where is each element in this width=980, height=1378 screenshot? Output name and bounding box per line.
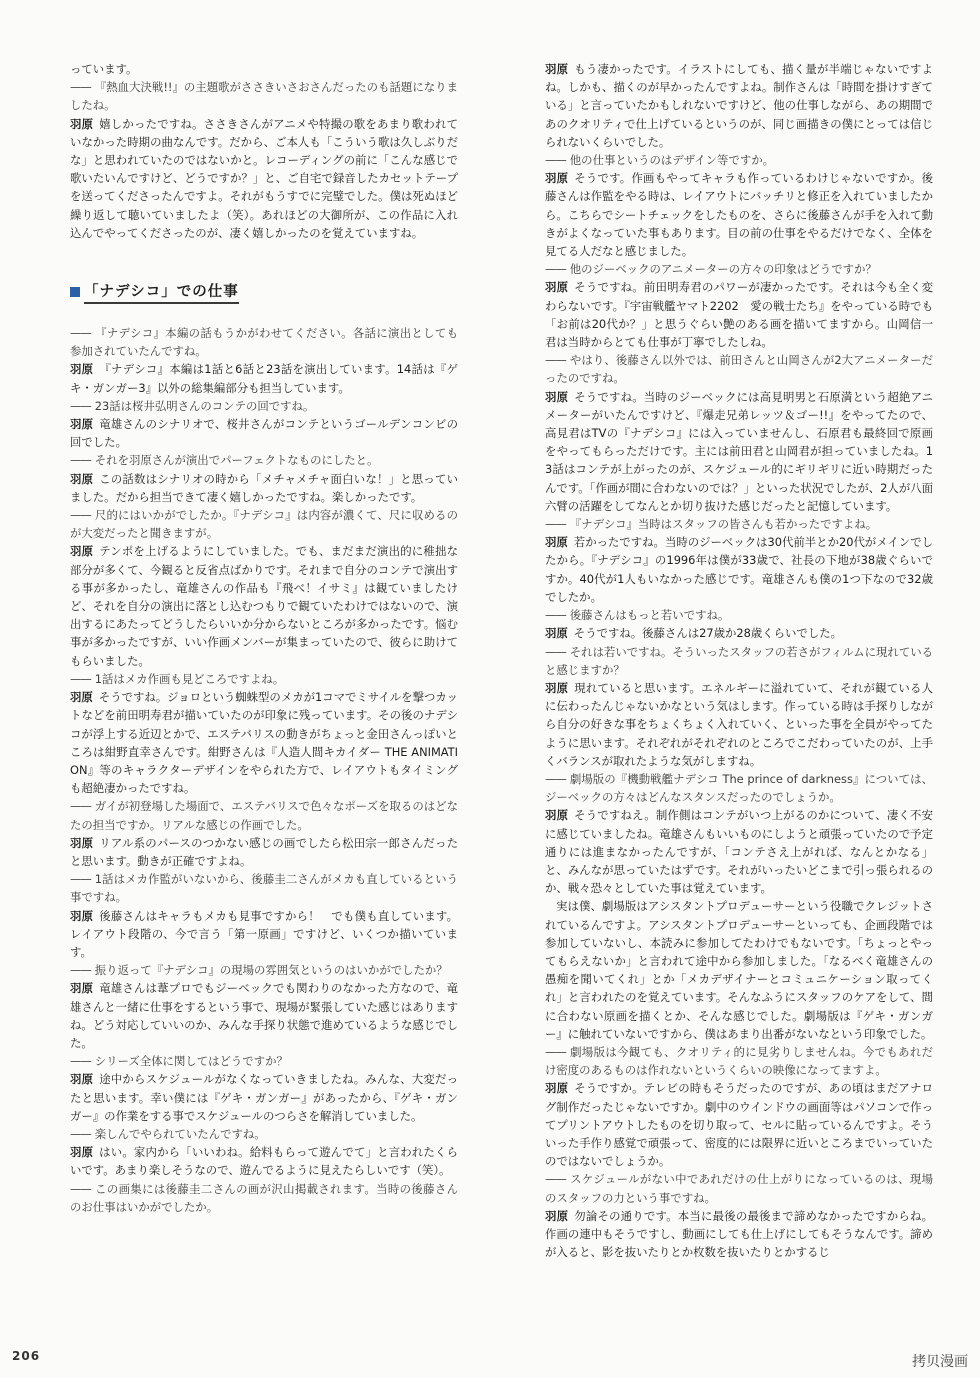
answer-paragraph — [545, 806, 933, 897]
question-paragraph — [545, 1170, 933, 1206]
answer-paragraph — [545, 533, 933, 606]
paragraph-text: 他のジーベックのアニメーターの方々の印象はどうですか？ — [569, 262, 877, 277]
speaker-name: 羽原 — [545, 535, 568, 550]
heading-square-icon — [70, 287, 80, 297]
section-heading — [70, 280, 458, 304]
paragraph-text: 1話はメカ作監がいないから、後藤圭二さんがメカも直しているという事ですね。 — [70, 872, 458, 905]
paragraph-text: っています。 — [70, 62, 138, 76]
paragraph-text: 途中からスケジュールがなくなっていきましたね。みんな、大変だったと思います。幸い僕には『ゲキ・ガンガー』があったから、『ゲキ・ガンガー』の作業をする事でスケジュールのつらさを解消していました。 — [70, 1072, 458, 1123]
interviewer-dash: —— — [70, 1054, 91, 1069]
speaker-name: 羽原 — [70, 362, 94, 377]
paragraph-text: 『ナデシコ』本編の話もうかがわせてください。各話に演出としても参加されていたんですね。 — [70, 326, 458, 359]
speaker-name: 羽原 — [545, 626, 568, 641]
paragraph-text: 劇場版は今観ても、クオリティ的に見劣りしませんね。今でもあれだけ密度のあるものは作れないというくらいの映像になってますよ。 — [545, 1044, 933, 1078]
speaker-name: 羽原 — [70, 835, 94, 850]
speaker-name: 羽原 — [545, 171, 569, 186]
question-paragraph — [70, 506, 458, 542]
question-paragraph — [70, 1125, 458, 1143]
interview-block-top — [70, 60, 458, 242]
answer-paragraph — [545, 169, 933, 260]
interviewer-dash: —— — [545, 771, 566, 786]
speaker-name: 羽原 — [545, 1081, 569, 1096]
text-paragraph — [545, 897, 933, 1043]
question-paragraph — [70, 397, 458, 415]
question-paragraph — [70, 961, 458, 979]
interviewer-dash: —— — [70, 453, 91, 468]
paragraph-text: テンポを上げるようにしていました。でも、まだまだ演出的に稚拙な部分が多くて、今観ると反省点ばかりです。それまで自分のコンテで演出する事が多かったし、竜雄さんの作品も『飛べ！イサミ』は観ていましたけど、それを自分の演出に落とし込むつもりで観ていたわけではないので、演出するにあたってどうしたらいいか分からないところが多かったです。悩む事が多かったですが、いい作画メンバーが集まっていたので、彼らに助けてもらいました。 — [70, 544, 458, 668]
interview-block-nadesico — [70, 324, 458, 1216]
paragraph-text: 尺的にはいかがでしたか。『ナデシコ』は内容が濃くて、尺に収めるのが大変だったと聞きますが。 — [70, 508, 458, 541]
paragraph-text: ガイが初登場した場面で、エステバリスで色々なポーズを取るのはどなたの担当ですか。リアルな感じの作画でした。 — [70, 799, 458, 832]
right-column — [545, 60, 933, 1261]
paragraph-text: 振り返って『ナデシコ』の現場の雰囲気というのはいかがでしたか？ — [94, 963, 448, 978]
speaker-name: 羽原 — [70, 690, 93, 705]
question-paragraph — [545, 515, 933, 533]
speaker-name: 羽原 — [70, 544, 94, 559]
interviewer-dash: —— — [545, 153, 566, 168]
speaker-name: 羽原 — [545, 808, 569, 823]
question-paragraph — [70, 670, 458, 688]
question-paragraph — [545, 351, 933, 387]
speaker-name: 羽原 — [70, 116, 94, 131]
paragraph-text: そうですねえ。制作側はコンテがいつ上がるのかについて、凄く不安に感じていましたね。竜雄さんもいいものにしようと頑張っていたので予定通りには進まなかったんですが、「コンテさえ上がれば、なんとかなる」と、みんなが思っていたはずです。それがいったいどこまで引っ張られるのか、戦々恐々としていた事は覚えています。 — [545, 808, 933, 896]
speaker-name: 羽原 — [70, 1145, 94, 1160]
speaker-name: 羽原 — [70, 471, 94, 486]
speaker-name: 羽原 — [545, 280, 569, 295]
paragraph-text: 『ナデシコ』当時はスタッフの皆さんも若かったですよね。 — [569, 517, 878, 532]
answer-paragraph — [70, 115, 458, 242]
paragraph-text: 楽しんでやられていたんですね。 — [94, 1126, 266, 1141]
paragraph-text: スケジュールがない中であれだけの仕上がりになっているのは、現場のスタッフの力という事ですね。 — [545, 1172, 933, 1205]
left-column — [70, 60, 458, 1216]
question-paragraph — [70, 1052, 458, 1070]
answer-paragraph — [545, 60, 933, 151]
answer-paragraph — [545, 624, 933, 642]
paragraph-text: この画集には後藤圭二さんの画が沢山掲載されます。当時の後藤さんのお仕事はいかがでしたか。 — [70, 1181, 458, 1214]
paragraph-text: この話数はシナリオの時から「メチャメチャ面白いな！」と思っていました。だから担当できて凄く嬉しかったですね。楽しかったです。 — [70, 471, 458, 504]
answer-paragraph — [70, 979, 458, 1052]
question-paragraph — [545, 643, 933, 679]
paragraph-text: 若かったですね。当時のジーベックは30代前半とか20代がメインでしたから。『ナデシコ』の1996年は僕が33歳で、社長の下地が38歳ぐらいですか。40代が1人もいなかった感じです。竜雄さんも僕の1つ下なので32歳でしたか。 — [545, 535, 933, 604]
paragraph-text: 竜雄さんは葦プロでもジーベックでも関わりのなかった方なので、竜雄さんと一緒に仕事をするという事で、現場が緊張していた感じはありますね。どう対応していいのか、みんな手探り状態で進めているような感じでした。 — [70, 981, 458, 1050]
paragraph-text: 劇場版の『機動戦艦ナデシコ The prince of darkness』については、ジーベックの方々はどんなスタンスだったのでしょうか。 — [545, 771, 933, 805]
answer-paragraph — [545, 1079, 933, 1170]
answer-paragraph — [70, 470, 458, 506]
speaker-name: 羽原 — [545, 62, 569, 76]
answer-paragraph — [545, 1207, 933, 1262]
page-number: 206 — [12, 1349, 41, 1363]
question-paragraph — [70, 797, 458, 833]
answer-paragraph — [70, 415, 458, 451]
answer-paragraph — [70, 360, 458, 396]
speaker-name: 羽原 — [70, 417, 94, 432]
speaker-name: 羽原 — [70, 908, 94, 923]
paragraph-text: 『ナデシコ』本編は1話と6話と23話を演出しています。14話は『ゲキ・ガンガー3』以外の総集編部分も担当しています。 — [70, 362, 458, 395]
paragraph-text: 1話はメカ作画も見どころですよね。 — [94, 671, 285, 686]
paragraph-text: リアル系のパースのつかない感じの画でしたら松田宗一郎さんだったと思います。動きが正確ですよね。 — [70, 835, 458, 868]
interviewer-dash: —— — [545, 644, 566, 659]
interviewer-dash: —— — [545, 353, 566, 368]
speaker-name: 羽原 — [70, 981, 94, 996]
paragraph-text: そうですね。後藤さんは27歳か28歳くらいでした。 — [573, 626, 842, 641]
interviewer-dash: —— — [70, 1181, 91, 1196]
answer-paragraph — [70, 1143, 458, 1179]
paragraph-text: 現れていると思います。エネルギーに溢れていて、それが観ている人に伝わったんじゃないかなという気はします。作っている時は手探りしながら自分の好きな事をちょくちょく入れていく、といった事を全員がやってたように思います。それぞれがそれぞれのところでこだわっていたのが、上手くバランスが取れたような気がしますね。 — [545, 680, 933, 768]
interviewer-dash: —— — [545, 262, 566, 277]
answer-paragraph — [70, 907, 458, 962]
paragraph-text: はい。家内から「いいわね。給料もらって遊んでて」と言われたくらいです。あまり楽しそうなので、遊んでるように見えたらしいです（笑）。 — [70, 1145, 458, 1178]
paragraph-text: そうですね。当時のジーベックには高見明男と石原満という超絶アニメーターがいたんですけど、『爆走兄弟レッツ＆ゴー!!』をやってたので、高見君はTVの『ナデシコ』には入っていませんし、石原君も最終回で原画をやってもらっただけです。主には前田君と山岡君が担っていましたね。13話はコンテが上がったのが、スケジュール的にギリギリに近い時期だったんです。「作画が間に合わないのでは？」といった状況でしたが、2人が八面六臂の活躍をしてなんとか切り抜けた感じだったと記憶しています。 — [545, 389, 933, 513]
answer-paragraph — [70, 60, 458, 78]
interviewer-dash: —— — [70, 80, 91, 95]
speaker-name: 羽原 — [545, 680, 569, 695]
interviewer-dash: —— — [70, 671, 91, 686]
interviewer-dash: —— — [70, 398, 91, 413]
answer-paragraph — [545, 679, 933, 770]
paragraph-text: 後藤さんはキャラもメカも見事ですから！ でも僕も直しています。レイアウト段階の、今で言う「第一原画」ですけど、いくつか描いています。 — [70, 908, 458, 959]
paragraph-text: 嬉しかったですね。ささきさんがアニメや特撮の歌をあまり歌われていなかった時期の曲なんです。だから、ご本人も「こういう歌は久しぶりだな」と思われていたのではないかと。レコーディングの前に「こんな感じで歌いたいんですけど、どうですか？」と、ご自宅で録音したカセットテープを送ってくださったんですよ。それがもうすでに完璧でした。僕は死ぬほど繰り返して聴いていましたよ（笑）。あれほどの大御所が、この作品に入れ込んでやってくださったのが、凄く嬉しかったのを覚えていますね。 — [70, 116, 458, 240]
question-paragraph — [70, 324, 458, 360]
speaker-name: 羽原 — [545, 1208, 569, 1223]
paragraph-text: もう凄かったです。イラストにしても、描く量が半端じゃないですよね。しかも、描くのが早かったんですよね。制作さんは「時間を掛けすぎている」と言っていたかもしれないですけど、他の仕事しながら、あの期間であのクオリティで仕上げているというのが、同じ画描きの僕にとっては信じられないくらいでした。 — [545, 62, 933, 149]
answer-paragraph — [70, 1070, 458, 1125]
paragraph-text: 他の仕事というのはデザイン等ですか。 — [569, 153, 775, 168]
answer-paragraph — [545, 388, 933, 515]
paragraph-text: そうですか。テレビの時もそうだったのですが、あの頃はまだアナログ制作だったじゃないですか。劇中のウインドウの画面等はパソコンで作ってプリントアウトしたものを切り取って、セルに貼っているんですよ。そういった手作り感覚で頑張って、密度的には限界に近いところまでいっていたのではないでしょうか。 — [545, 1081, 933, 1169]
paragraph-text: シリーズ全体に関してはどうですか？ — [94, 1054, 288, 1069]
question-paragraph — [545, 260, 933, 278]
paragraph-text: そうですね。ジョロという蜘蛛型のメカが1コマでミサイルを撃つカットなどを前田明寿君が描いていたのが印象に残っています。その後のナデシコが浮上する近辺とかで、エステバリスの動きがちょっと金田さんっぽいところは紺野直幸さんです。紺野さんは『人造人間キカイダー THE ANIMATION』等のキャラクターデザインをやられた方で、レイアウトもタイミングも超絶凄かったですね。 — [70, 690, 459, 796]
question-paragraph — [70, 870, 458, 906]
paragraph-text: 竜雄さんのシナリオで、桜井さんがコンテというゴールデンコンビの回でした。 — [70, 417, 458, 450]
interviewer-dash: —— — [70, 508, 91, 523]
interviewer-dash: —— — [70, 326, 91, 341]
paragraph-text: やはり、後藤さん以外では、前田さんと山岡さんが2大アニメーターだったのですね。 — [545, 353, 933, 386]
interviewer-dash: —— — [545, 1044, 566, 1059]
interviewer-dash: —— — [545, 517, 566, 532]
question-paragraph — [545, 1043, 933, 1079]
interviewer-dash: —— — [70, 872, 91, 887]
answer-paragraph — [70, 542, 458, 669]
interviewer-dash: —— — [545, 1172, 566, 1187]
interviewer-dash: —— — [545, 608, 566, 623]
question-paragraph — [70, 1180, 458, 1216]
paragraph-text: 後藤さんはもっと若いですね。 — [569, 608, 730, 623]
paragraph-text: そうですね。前田明寿君のパワーが凄かったです。それは今も全く変わらないです。『宇宙戦艦ヤマト2202 愛の戦士たち』をやっている時でも「お前は20代か？」と思うぐらい艶のある画を描いてますから。山岡信一君は当時からとても仕事が丁寧でしたしね。 — [545, 280, 933, 350]
question-paragraph — [545, 770, 933, 806]
paragraph-text: それを羽原さんが演出でパーフェクトなものにしたと。 — [94, 453, 379, 468]
question-paragraph — [545, 606, 933, 624]
question-paragraph — [70, 78, 458, 114]
speaker-name: 羽原 — [545, 389, 569, 404]
paragraph-text: 実は僕、劇場版はアシスタントプロデューサーという役職でクレジットされているんですよ。アシスタントプロデューサーといっても、企画段階では参加していないし、本読みに参加してたわけでもないです。「ちょっとやってもらえないか」と言われて途中から参加しました。「なるべく竜雄さんの愚痴を聞いてくれ」とか「メカデザイナーとコミュニケーション取ってくれ」と言われたのを覚えています。そんなふうにスタッフのケアをして、間に合わない原画を描くとか、そんな感じでした。劇場版は『ゲキ・ガンガー』に触れていないですから、僕はあまり出番がないなという印象でした。 — [545, 899, 933, 1041]
interviewer-dash: —— — [70, 799, 91, 814]
answer-paragraph — [545, 278, 933, 351]
question-paragraph — [70, 451, 458, 469]
section-heading-text: 「ナデシコ」での仕事 — [84, 280, 239, 304]
paragraph-text: そうです。作画もやってキャラも作っているわけじゃないですか。後藤さんは作監をやる時は、レイアウトにバッチリと修正を入れていましたから。こちらでシートチェックをしたものを、さらに後藤さんが手を入れて動きがよくなっていた事もあります。目の前の仕事をやるだけでなく、全体を見てる人だなと感じました。 — [545, 171, 933, 259]
paragraph-text: それは若いですね。そういったスタッフの若さがフィルムに現れていると感じますか？ — [545, 644, 933, 677]
answer-paragraph — [70, 834, 458, 870]
interviewer-dash: —— — [70, 1126, 91, 1141]
interview-block-continued — [545, 60, 933, 1261]
watermark: 拷贝漫画 — [912, 1354, 968, 1370]
paragraph-text: 勿論その通りです。本当に最後の最後まで諦めなかったですからね。作画の連中もそうですし、動画にしても仕上げにしてもそうなんです。諦めが入ると、影を抜いたりとか枚数を抜いたりとかするじ — [545, 1208, 933, 1260]
answer-paragraph — [70, 688, 458, 797]
paragraph-text: 23話は桜井弘明さんのコンテの回ですね。 — [94, 398, 315, 413]
speaker-name: 羽原 — [70, 1072, 94, 1087]
interviewer-dash: —— — [70, 963, 91, 978]
paragraph-text: 『熱血大決戦!!』の主題歌がささきいさおさんだったのも話題になりましたね。 — [70, 80, 458, 113]
question-paragraph — [545, 151, 933, 169]
